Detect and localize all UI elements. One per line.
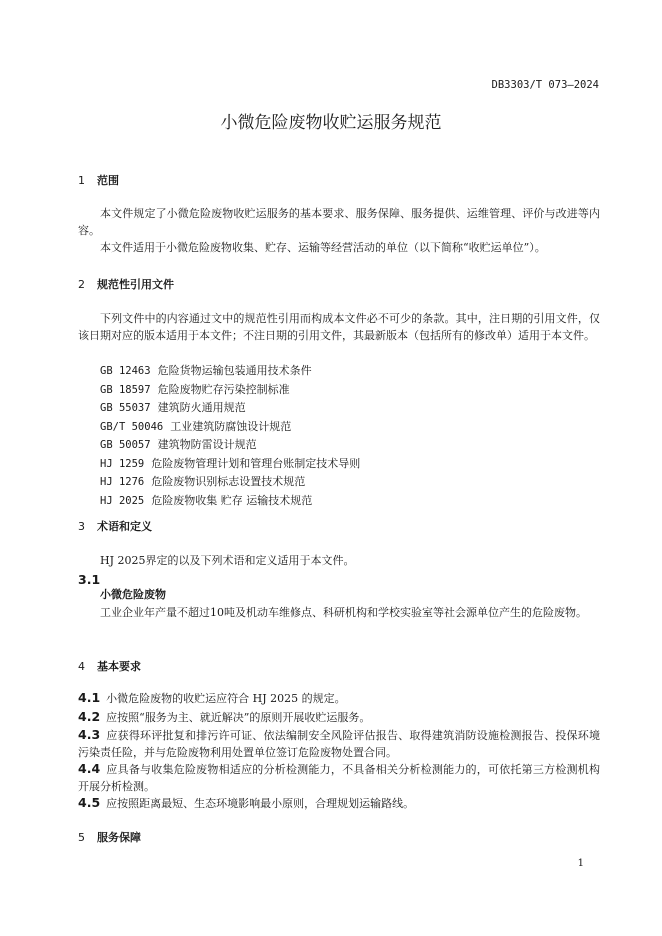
clause-text: 应按照距离最短、生态环境影响最小原则，合理规划运输路线。 <box>106 797 415 810</box>
reference-item <box>100 455 360 474</box>
term-name: 小微危险废物 <box>100 588 166 601</box>
section-heading-basic-requirements <box>78 658 141 674</box>
reference-code: HJ 1259 <box>100 457 145 470</box>
section-title: 服务保障 <box>97 831 141 844</box>
clause-text: 小微危险废物的收贮运应符合 HJ 2025 的规定。 <box>106 692 346 705</box>
reference-title: 危险废物贮存污染控制标准 <box>157 382 290 396</box>
clause-number: 4.4 <box>78 761 101 776</box>
clause-4-3 <box>78 726 600 761</box>
clause-4-2 <box>78 708 600 726</box>
reference-code: GB/T 50046 <box>100 420 164 433</box>
section-number: 5 <box>78 831 85 844</box>
reference-title: 建筑防火通用规范 <box>157 401 246 414</box>
reference-title: 危险货物运输包装通用技术条件 <box>157 364 312 377</box>
section-heading-scope <box>78 172 119 188</box>
clause-number: 4.2 <box>78 709 101 724</box>
reference-title: 危险废物收集 贮存 运输技术规范 <box>151 493 313 507</box>
section-title: 基本要求 <box>97 660 141 673</box>
section-heading-references <box>78 276 174 292</box>
clause-number: 4.3 <box>78 727 101 742</box>
document-title: 小微危险废物收贮运服务规范 <box>220 113 442 133</box>
reference-title: 工业建筑防腐蚀设计规范 <box>170 419 292 433</box>
reference-title: 建筑物防雷设计规范 <box>157 438 257 451</box>
clause-4-1 <box>78 689 600 707</box>
terms-intro: HJ 2025界定的以及下列术语和定义适用于本文件。 <box>100 554 355 567</box>
reference-code: GB 18597 <box>100 383 151 396</box>
section-title: 范围 <box>97 174 119 187</box>
section-number: 3 <box>78 520 85 533</box>
page-number: 1 <box>577 858 584 869</box>
reference-list <box>100 362 360 510</box>
reference-code: GB 50057 <box>100 439 151 451</box>
reference-item <box>100 399 360 418</box>
reference-item <box>100 492 360 511</box>
section-title: 规范性引用文件 <box>97 278 174 291</box>
clause-text: 应获得环评批复和排污许可证、依法编制安全风险评估报告、取得建筑消防设施检测报告、投保环境污染责任险，并与危险废物利用处置单位签订危险废物处置合同。 <box>78 729 600 759</box>
reference-item <box>100 362 360 381</box>
section-heading-service-assurance <box>78 829 141 845</box>
reference-code: GB 55037 <box>100 402 151 414</box>
clause-text: 应按照“服务为主、就近解决”的原则开展收贮运服务。 <box>106 711 371 724</box>
clause-4-5 <box>78 794 600 812</box>
term-definition: 工业企业年产量不超过10吨及机动车维修点、科研机构和学校实验室等社会源单位产生的危险废物。 <box>100 606 587 619</box>
scope-paragraph-2: 本文件适用于小微危险废物收集、贮存、运输等经营活动的单位（以下简称“收贮运单位”）。 <box>100 241 546 254</box>
section-number: 2 <box>78 278 85 291</box>
reference-title: 危险废物识别标志设置技术规范 <box>151 475 306 488</box>
section-number: 4 <box>78 660 85 673</box>
section-title: 术语和定义 <box>97 520 152 533</box>
term-number: 3.1 <box>78 572 101 587</box>
reference-item <box>100 418 360 437</box>
reference-code: HJ 1276 <box>100 476 145 488</box>
scope-paragraph-1: 本文件规定了小微危险废物收贮运服务的基本要求、服务保障、服务提供、运维管理、评价与改进等内容。 <box>78 207 600 237</box>
reference-item <box>100 436 360 455</box>
document-code: DB3303/T 073—2024 <box>491 79 599 91</box>
reference-code: GB 12463 <box>100 365 151 377</box>
section-heading-terms <box>78 518 152 534</box>
section-number: 1 <box>78 174 85 187</box>
reference-item <box>100 381 360 400</box>
reference-code: HJ 2025 <box>100 494 145 507</box>
clause-number: 4.1 <box>78 690 101 705</box>
reference-title: 危险废物管理计划和管理台账制定技术导则 <box>151 456 361 470</box>
reference-item <box>100 473 360 492</box>
clause-text: 应具备与收集危险废物相适应的分析检测能力，不具备相关分析检测能力的，可依托第三方检测机构开展分析检测。 <box>78 763 600 793</box>
clause-4-4 <box>78 760 600 795</box>
references-intro: 下列文件中的内容通过文中的规范性引用而构成本文件必不可少的条款。其中，注日期的引用文件，仅该日期对应的版本适用于本文件；不注日期的引用文件，其最新版本（包括所有的修改单）适用于本文件。 <box>78 312 600 342</box>
clause-number: 4.5 <box>78 795 101 810</box>
